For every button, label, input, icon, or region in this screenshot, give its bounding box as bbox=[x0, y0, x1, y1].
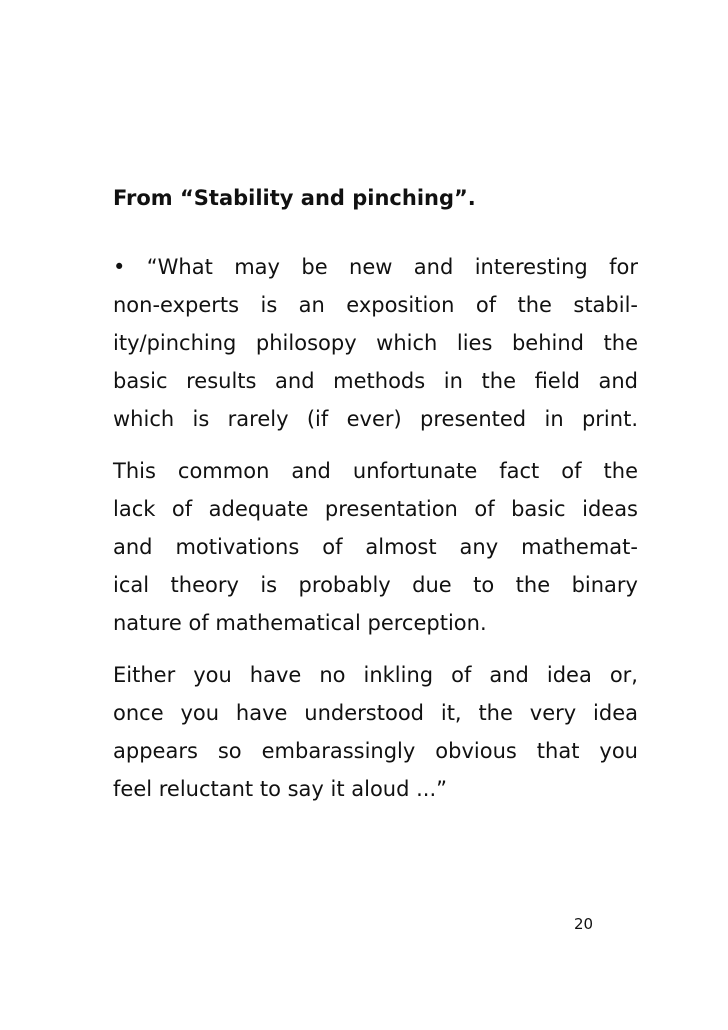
paragraph-3-line-1: Either you have no inkling of and idea or, bbox=[113, 663, 638, 687]
paragraph-1-line-3: ity/pinching philosopy which lies behind the bbox=[113, 331, 638, 355]
paragraph-2-line-1: This common and unfortunate fact of the bbox=[113, 459, 638, 483]
paragraph-1-line-2: non-experts is an exposition of the stabil- bbox=[113, 293, 638, 317]
paragraph-1-line-5: which is rarely (if ever) presented in print. bbox=[113, 407, 638, 431]
paragraph-2-line-3: and motivations of almost any mathemat- bbox=[113, 535, 638, 559]
paragraph-3-line-4: feel reluctant to say it aloud ...” bbox=[113, 777, 448, 801]
paragraph-1-line-4: basic results and methods in the field and bbox=[113, 369, 638, 393]
page-number: 20 bbox=[574, 915, 594, 933]
section-heading: From “Stability and pinching”. bbox=[113, 186, 476, 210]
paragraph-2-line-2: lack of adequate presentation of basic ideas bbox=[113, 497, 638, 521]
paragraph-3-line-2: once you have understood it, the very idea bbox=[113, 701, 638, 725]
paragraph-1-line-1: • “What may be new and interesting for bbox=[113, 255, 638, 279]
paragraph-2-line-5: nature of mathematical perception. bbox=[113, 611, 487, 635]
paragraph-2-line-4: ical theory is probably due to the binary bbox=[113, 573, 638, 597]
paragraph-3-line-3: appears so embarassingly obvious that you bbox=[113, 739, 638, 763]
